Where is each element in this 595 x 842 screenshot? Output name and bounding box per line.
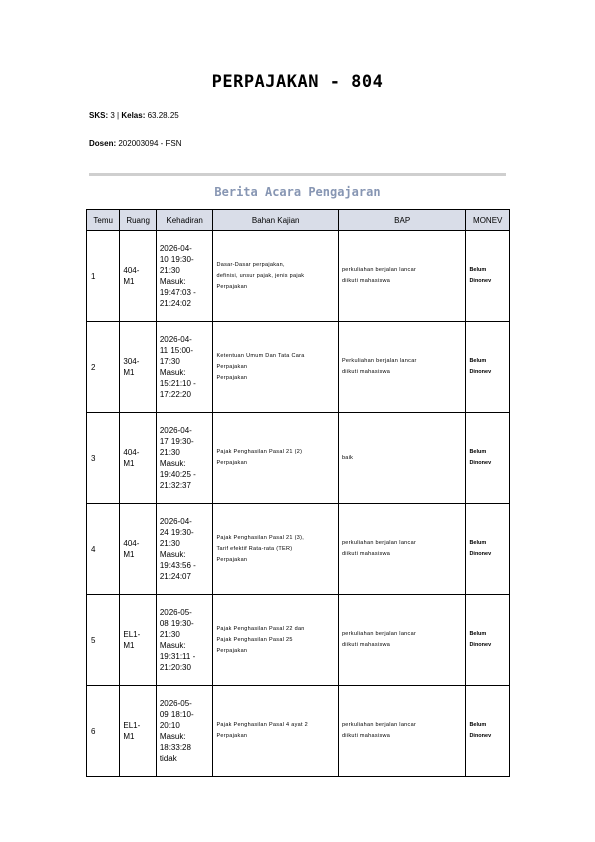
cell-bahan-kajian: Pajak Penghasilan Pasal 21 (2) Perpajakan [213,413,338,504]
cell-kehadiran: 2026-04- 17 19:30- 21:30 Masuk: 19:40:25 - 21:32:37 [156,413,213,504]
table-row [87,322,510,413]
table-row [87,231,510,322]
cell-ruang: 304- M1 [120,322,156,413]
cell-bahan-kajian: Ketentuan Umum Dan Tata Cara Perpajakan Perpajakan [213,322,338,413]
sks-label: SKS: [89,111,109,120]
cell-bap: perkuliahan berjalan lancar diikuti mahasiswa [338,504,466,595]
page-title: PERPAJAKAN - 804 [211,72,384,92]
cell-ruang: 404- M1 [120,504,156,595]
column-header-temu: Temu [87,210,120,231]
cell-ruang: EL1- M1 [120,686,156,777]
lecturer-line [89,139,182,148]
section-title: Berita Acara Pengajaran [214,185,381,199]
column-header-bahan-kajian: Bahan Kajian [213,210,338,231]
cell-bap: baik [338,413,466,504]
cell-kehadiran: 2026-05- 09 18:10- 20:10 Masuk: 18:33:28 tidak [156,686,213,777]
cell-bap: perkuliahan berjalan lancar diikuti mahasiswa [338,231,466,322]
kelas-label: Kelas: [121,111,146,120]
course-meta-line [89,111,179,120]
cell-ruang: EL1- M1 [120,595,156,686]
cell-monev: Belum Dinonev [466,413,510,504]
cell-temu: 4 [87,504,120,595]
cell-temu: 3 [87,413,120,504]
cell-kehadiran: 2026-05- 08 19:30- 21:30 Masuk: 19:31:11 - 21:20:30 [156,595,213,686]
cell-bap: perkuliahan berjalan lancar diikuti mahasiswa [338,686,466,777]
dosen-label: Dosen: [89,139,117,148]
sks-value: 3 [110,111,115,120]
column-header-monev: MONEV [466,210,510,231]
cell-temu: 1 [87,231,120,322]
cell-monev: Belum Dinonev [466,322,510,413]
cell-bahan-kajian: Dasar-Dasar perpajakan, definisi, unsur pajak, jenis pajak Perpajakan [213,231,338,322]
cell-monev: Belum Dinonev [466,504,510,595]
table-row [87,413,510,504]
column-header-kehadiran: Kehadiran [156,210,213,231]
cell-bap: Perkuliahan berjalan lancar diikuti mahasiswa [338,322,466,413]
cell-kehadiran: 2026-04- 10 19:30- 21:30 Masuk: 19:47:03 - 21:24:02 [156,231,213,322]
cell-temu: 2 [87,322,120,413]
cell-bahan-kajian: Pajak Penghasilan Pasal 21 (3), Tarif efektif Rata-rata (TER) Perpajakan [213,504,338,595]
cell-monev: Belum Dinonev [466,231,510,322]
table-header-row [87,210,510,231]
cell-bahan-kajian: Pajak Penghasilan Pasal 22 dan Pajak Penghasilan Pasal 25 Perpajakan [213,595,338,686]
cell-ruang: 404- M1 [120,413,156,504]
table-row [87,504,510,595]
kelas-value: 63.28.25 [147,111,179,120]
meta-separator: | [117,111,120,120]
cell-monev: Belum Dinonev [466,686,510,777]
column-header-bap: BAP [338,210,466,231]
cell-kehadiran: 2026-04- 11 15:00- 17:30 Masuk: 15:21:10 - 17:22:20 [156,322,213,413]
cell-ruang: 404- M1 [120,231,156,322]
cell-bahan-kajian: Pajak Penghasilan Pasal 4 ayat 2 Perpajakan [213,686,338,777]
cell-monev: Belum Dinonev [466,595,510,686]
divider [89,173,506,176]
cell-temu: 6 [87,686,120,777]
column-header-ruang: Ruang [120,210,156,231]
dosen-value: 202003094 - FSN [118,139,182,148]
table-row [87,686,510,777]
table-row [87,595,510,686]
cell-kehadiran: 2026-04- 24 19:30- 21:30 Masuk: 19:43:56 - 21:24:07 [156,504,213,595]
attendance-table [86,209,510,777]
cell-temu: 5 [87,595,120,686]
cell-bap: perkuliahan berjalan lancar diikuti mahasiswa [338,595,466,686]
